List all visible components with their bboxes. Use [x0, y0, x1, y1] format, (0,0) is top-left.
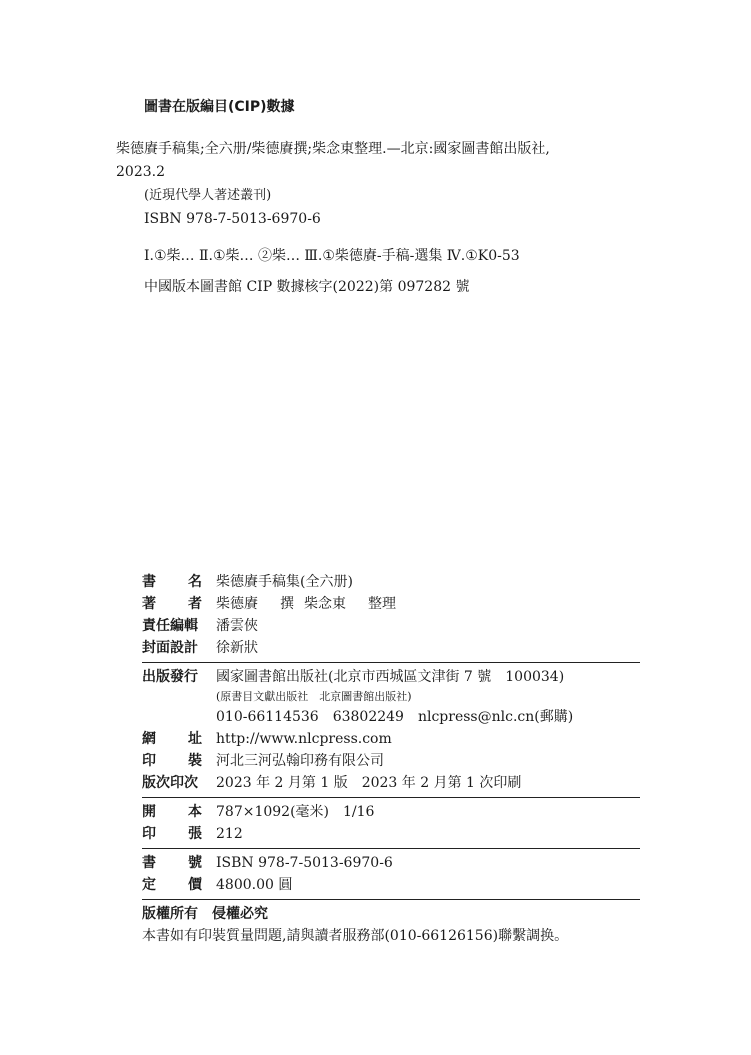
cip-isbn: ISBN 978-7-5013-6970-6 — [144, 211, 321, 227]
label-book-title: 書 名 — [142, 574, 202, 590]
divider-1 — [142, 662, 640, 663]
label-cover-design: 封面設計 — [142, 640, 198, 656]
value-website: http://www.nlcpress.com — [216, 731, 392, 747]
label-printer: 印 裝 — [142, 753, 202, 769]
row-format — [142, 801, 640, 823]
cip-series: (近現代學人著述叢刊) — [144, 188, 272, 203]
cip-block — [116, 96, 664, 299]
label-editor: 責任編輯 — [142, 618, 198, 634]
value-sheets: 212 — [216, 826, 243, 842]
value-publisher: 國家圖書館出版社(北京市西城區文津街 7 號 100034) — [216, 669, 565, 685]
row-website — [142, 728, 640, 750]
row-author — [142, 593, 640, 615]
label-book-number: 書 號 — [142, 855, 202, 871]
value-printer: 河北三河弘翰印務有限公司 — [216, 753, 384, 769]
publisher-former-names: (原書目文獻出版社 北京圖書館出版社) — [216, 690, 412, 703]
row-book-number — [142, 852, 640, 874]
divider-3 — [142, 848, 640, 849]
row-editor — [142, 615, 640, 637]
row-book-title — [142, 571, 640, 593]
cip-data-number: 中國版本圖書館 CIP 數據核字(2022)第 097282 號 — [144, 279, 470, 295]
service-notice: 本書如有印裝質量問題,請與讀者服務部(010-66126156)聯繫調换。 — [142, 928, 569, 944]
row-printer — [142, 750, 640, 772]
label-format: 開 本 — [142, 804, 202, 820]
row-sheets — [142, 823, 640, 845]
cip-classification: Ⅰ.①柴… Ⅱ.①柴… ②柴… Ⅲ.①柴德賡-手稿-選集 Ⅳ.①K0-53 — [144, 248, 520, 264]
value-phone: 010-66114536 63802249 nlcpress@nlc.cn(郵購) — [216, 709, 574, 725]
cip-main-entry-line-1: 柴德賡手稿集;全六册/柴德賡撰;柴念東整理.—北京:國家圖書館出版社, — [116, 141, 550, 157]
value-price: 4800.00 圓 — [216, 877, 293, 893]
row-cover-design — [142, 637, 640, 659]
rights-statement: 版權所有 侵權必究 — [142, 906, 268, 922]
value-author: 柴德賡 撰 柴念東 整理 — [216, 596, 396, 612]
label-website: 網 址 — [142, 731, 202, 747]
value-edition: 2023 年 2 月第 1 版 2023 年 2 月第 1 次印刷 — [216, 775, 522, 791]
value-editor: 潘雲俠 — [216, 618, 258, 634]
label-sheets: 印 張 — [142, 826, 202, 842]
row-phone — [142, 706, 640, 728]
cip-title: 圖書在版編目(CIP)數據 — [144, 99, 295, 115]
value-book-title: 柴德賡手稿集(全六册) — [216, 574, 353, 590]
divider-2 — [142, 797, 640, 798]
row-price — [142, 874, 640, 896]
label-price: 定 價 — [142, 877, 202, 893]
cip-main-entry-line-2: 2023.2 — [116, 164, 165, 180]
label-edition: 版次印次 — [142, 775, 198, 791]
row-edition — [142, 772, 640, 794]
value-book-number: ISBN 978-7-5013-6970-6 — [216, 855, 393, 871]
cip-main-entry — [116, 138, 664, 184]
row-publisher — [142, 666, 640, 688]
colophon — [142, 571, 640, 947]
value-format: 787×1092(毫米) 1/16 — [216, 804, 375, 820]
value-cover-design: 徐新狀 — [216, 640, 258, 656]
divider-4 — [142, 899, 640, 900]
label-author: 著 者 — [142, 596, 202, 612]
label-publisher: 出版發行 — [142, 669, 198, 685]
